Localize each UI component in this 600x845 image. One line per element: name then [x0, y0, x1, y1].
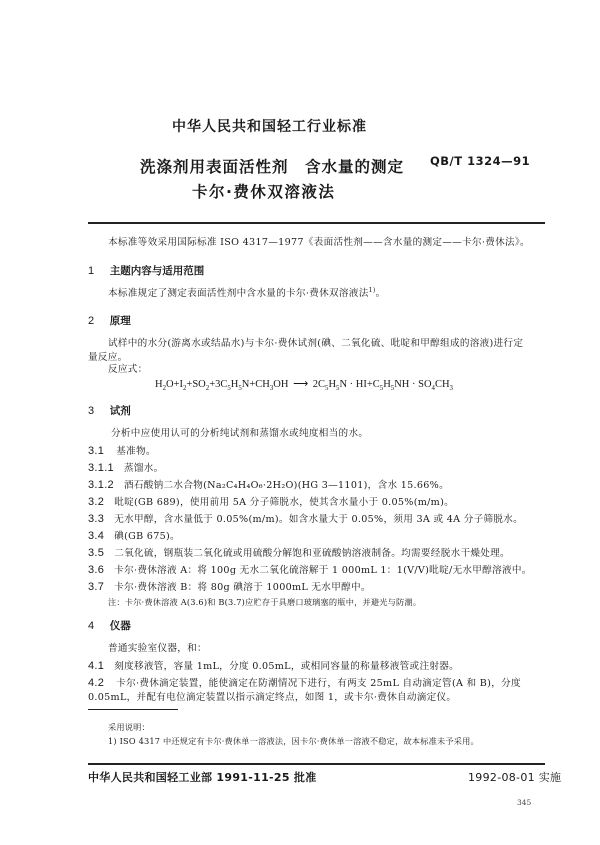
clause-3-1-1: 3.1.1 蒸馏水。: [88, 462, 164, 474]
section-3-heading: [88, 403, 131, 418]
standard-number: QB/T 1324—91: [430, 154, 531, 168]
header-divider: [88, 222, 545, 224]
section-number: 4: [88, 620, 95, 632]
footnote-ref: 1): [368, 286, 376, 294]
document-title-line1: 洗涤剂用表面活性剂 含水量的测定: [140, 158, 405, 176]
section-number: 2: [88, 315, 95, 327]
section-3-note: 注：卡尔·费休溶液 A(3.6)和 B(3.7)应贮存于具磨口玻璃塞的瓶中，并避光与防潮。: [108, 597, 422, 607]
footnote-item: 1) ISO 4317 中还规定有卡尔·费休单一溶液法，因卡尔·费休单一溶液不稳定，故本标准未予采用。: [108, 736, 479, 746]
clause-3-3: 3.3 无水甲醇，含水量低于 0.05%(m/m)。如含水量大于 0.05%，须用 3A 或 4A 分子筛脱水。: [88, 513, 524, 525]
clause-3-1: 3.1 基准物。: [88, 445, 156, 457]
adoption-statement: 本标准等效采用国际标准 ISO 4317—1977《表面活性剂——含水量的测定——卡尔·费休法》。: [108, 237, 530, 248]
section-2-heading: [88, 313, 131, 328]
clause-4-2: 4.2 卡尔·费休滴定装置，能使滴定在防潮情况下进行，有两支 25mL 自动滴定管(A 和 B)，分度: [88, 677, 521, 689]
section-2-paragraph-line1: 试样中的水分(游离水或结晶水)与卡尔·费休试剂(碘、二氧化硫、吡啶和甲醇组成的溶液)进行定: [108, 338, 524, 349]
section-4-intro: 普通实验室仪器，和：: [108, 643, 207, 654]
paragraph-text: 本标准规定了测定表面活性剂中含水量的卡尔·费休双溶液法: [108, 288, 369, 299]
footnote-divider: [88, 709, 178, 710]
document-title-line2: 卡尔·费休双溶液法: [192, 183, 336, 201]
issuing-authority: 中华人民共和国轻工行业标准: [172, 119, 367, 135]
clause-3-4: 3.4 碘(GB 675)。: [88, 530, 180, 542]
section-1-heading: [88, 263, 204, 278]
section-title: 主题内容与适用范围: [109, 265, 205, 277]
section-number: 1: [88, 265, 95, 277]
approval-date: 中华人民共和国轻工业部 1991-11-25 批准: [88, 771, 317, 784]
section-title: 原理: [109, 315, 131, 327]
clause-3-7: 3.7 卡尔·费休溶液 B：将 80g 碘溶于 1000mL 无水甲醇中。: [88, 581, 371, 593]
section-title: 试剂: [109, 405, 131, 417]
clause-4-2-continuation: 0.05mL，并配有电位滴定装置以指示滴定终点，如图 1，或卡尔·费休自动滴定仪。: [88, 692, 457, 703]
formula-label: 反应式：: [108, 364, 148, 375]
clause-3-2: 3.2 吡啶(GB 689)，使用前用 5A 分子筛脱水，使其含水量小于 0.05%(m/m)。: [88, 496, 455, 508]
section-title: 仪器: [109, 620, 131, 632]
footer-divider: [88, 763, 545, 765]
section-1-paragraph: 本标准规定了测定表面活性剂中含水量的卡尔·费休双溶液法$^{1)}$。: [108, 286, 386, 299]
reaction-arrow: ⟶: [293, 379, 309, 390]
section-number: 3: [88, 405, 95, 417]
clause-3-1-2: 3.1.2 酒石酸钠二水合物(Na₂C₄H₄O₆·2H₂O)(HG 3—1101)，含水 15.66%。: [88, 479, 449, 491]
section-4-heading: [88, 618, 131, 633]
page-number: 345: [517, 798, 532, 807]
section-3-intro: 分析中应使用认可的分析纯试剂和蒸馏水或纯度相当的水。: [111, 428, 369, 439]
footnote-heading: 采用说明：: [108, 722, 150, 732]
section-2-paragraph-line2: 量反应。: [88, 352, 128, 363]
clause-3-6: 3.6 卡尔·费休溶液 A：将 100g 无水二氧化硫溶解于 1 000mL 1：1(V/V)吡啶/无水甲醇溶液中。: [88, 564, 532, 576]
clause-4-1: 4.1 刻度移液管，容量 1mL，分度 0.05mL，或相同容量的称量移液管或注射器。: [88, 660, 460, 672]
effective-date: 1992-08-01 实施: [468, 771, 562, 784]
reaction-formula: $H_2O+I_2+SO_2+3C_5H_5N+CH_3OH$ ⟶ $2C_5H_5N \cdot HI+C_5H_5NH \cdot SO_4CH_3$: [155, 379, 453, 393]
clause-3-5: 3.5 二氧化硫，钢瓶装二氧化硫或用硫酸分解饱和亚硫酸钠溶液制备。均需要经脱水干燥处理。: [88, 547, 510, 559]
